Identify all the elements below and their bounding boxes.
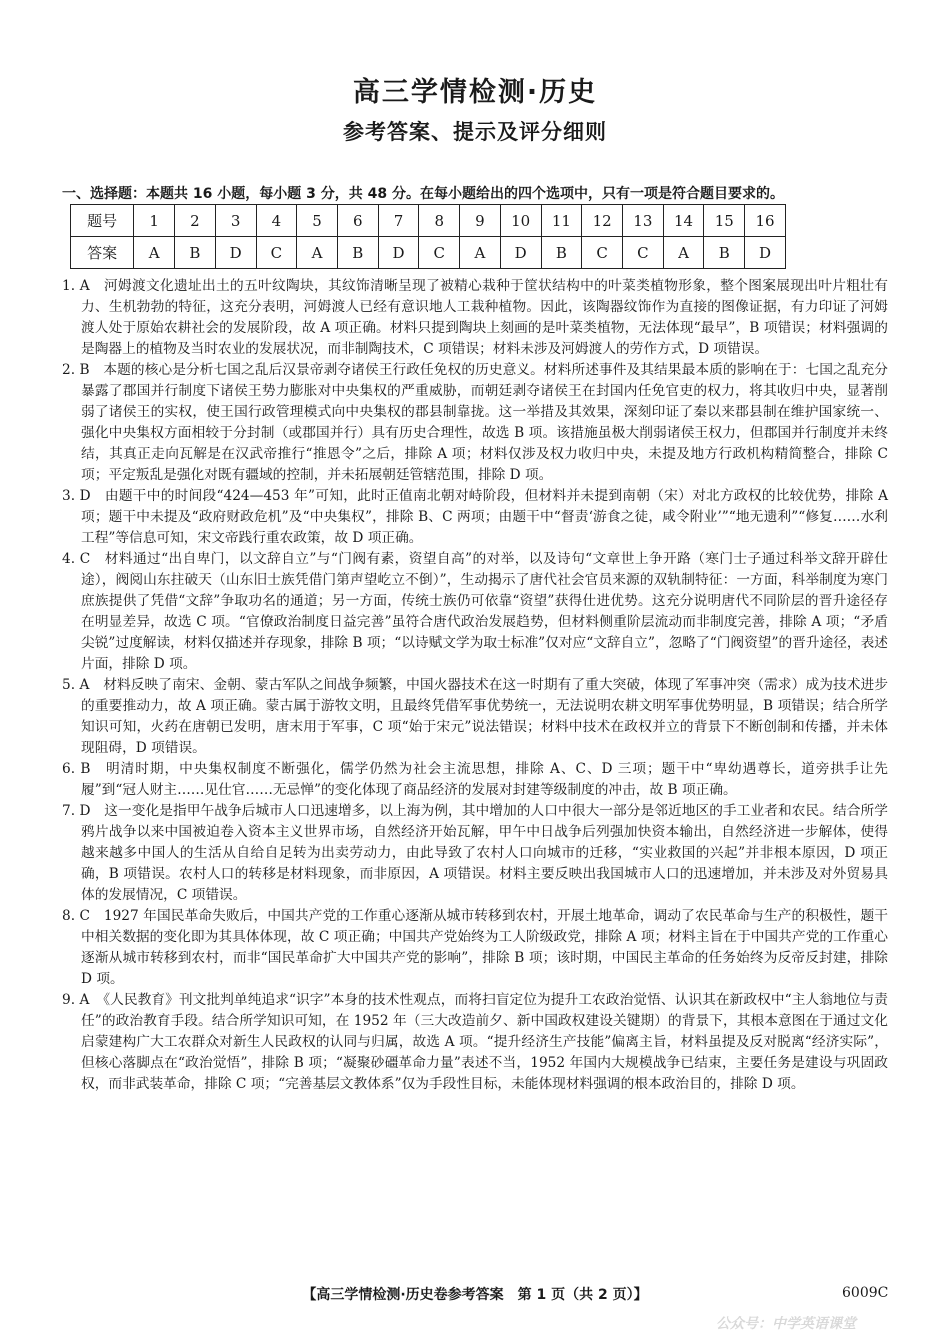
explanation-3: 3. D 由题干中的时间段“424—453 年”可知，此时正值南北朝对峙阶段，但材料并未提到南朝（宋）对北方政权的比较优势，排除 A 项；题干中未提及“政府财政危机”及“中央集权”，排除 B、C 两项；由题干中“督责‘游食之徒，咸令附业’”“地无遗利”“修复……水利工程”等信息可知，宋文帝践行重农政策，故 D 项正确。 (62, 488, 888, 546)
page-title: 高三学情检测·历史 (352, 77, 598, 108)
answer-cell: B (704, 237, 745, 269)
row-header-number: 题号 (71, 205, 134, 237)
question-number: 12 (582, 205, 623, 237)
question-number: 16 (745, 205, 786, 237)
page-subtitle: 参考答案、提示及评分细则 (343, 120, 607, 144)
answer-cell: C (419, 237, 460, 269)
question-number: 13 (622, 205, 663, 237)
question-number: 11 (541, 205, 582, 237)
explanation-9: 9. A 《人民教育》刊文批判单纯追求“识字”本身的技术性观点，而将扫盲定位为提升工农政治觉悟、认识其在新政权中“主人翁地位与责任”的政治教育手段。结合所学知识可知，在 1952 年（三大改造前夕、新中国政权建设关键期）的背景下，其根本意图在于通过文化启蒙建构广大工农群众对新生人民政权的认同与归属，故选 A 项。“提升经济生产技能”偏离主旨，材料虽提及反对脱离“经济实际”，但核心落脚点在“政治觉悟”，排除 B 项；“凝聚砂礓革命力量”表述不当，1952 年国内大规模战争已结束，主要任务是建设与巩固政权，而非武装革命，排除 C 项；“完善基层文教体系”仅为手段性目标，未能体现材料强调的根本政治目的，排除 D 项。 (62, 992, 888, 1092)
answer-table (70, 204, 786, 269)
section-heading: 一、选择题：本题共 16 小题，每小题 3 分，共 48 分。在每小题给出的四个选项中，只有一项是符合题目要求的。 (62, 186, 784, 202)
answer-cell: C (256, 237, 297, 269)
answer-cell: A (460, 237, 501, 269)
explanation-1: 1. A 河姆渡文化遗址出土的五叶纹陶块，其纹饰清晰呈现了被精心栽种于筐状结构中的叶菜类植物形象，整个图案展现出叶片粗壮有力、生机勃勃的特征，这充分表明，河姆渡人已经有意识地人工栽种植物。因此，该陶器纹饰作为直接的图像证据，有力印证了河姆渡人处于原始农耕社会的发展阶段，故 A 项正确。材料只提到陶块上刻画的是叶菜类植物，无法体现“最早”，B 项错误；材料强调的是陶器上的植物及当时农业的发展状况，而非制陶技术，C 项错误；材料未涉及河姆渡人的劳作方式，D 项错误。 (62, 278, 888, 357)
explanation-2: 2. B 本题的核心是分析七国之乱后汉景帝剥夺诸侯王行政任免权的历史意义。材料所述事件及其结果最本质的影响在于：七国之乱充分暴露了郡国并行制度下诸侯王势力膨胀对中央集权的严重威胁，而朝廷剥夺诸侯王在封国内任免官吏的权力，将其收归中央，显著削弱了诸侯王的实权，使王国行政管理模式向中央集权的郡县制靠拢。这一举措及其效果，深刻印证了秦以来郡县制在维护国家统一、强化中央集权方面相较于分封制（或郡国并行）具有历史合理性，故选 B 项。该措施虽极大削弱诸侯王权力，但郡国并行制度并未终结，其真正走向瓦解是在汉武帝推行“推恩令”之后，排除 A 项；材料仅涉及权力收归中央，未提及地方行政机构精简整合，排除 C 项；平定叛乱是强化对既有疆域的控制，并未拓展朝廷管辖范围，排除 D 项。 (62, 362, 888, 483)
question-number: 6 (337, 205, 378, 237)
question-number: 7 (378, 205, 419, 237)
answer-table-answer-row (71, 237, 786, 269)
explanation-8: 8. C 1927 年国民革命失败后，中国共产党的工作重心逐渐从城市转移到农村，开展土地革命，调动了农民革命与生产的积极性，题干中相关数据的变化即为其具体体现，故 C 项正确；中国共产党始终为工人阶级政党，排除 A 项；材料主旨在于中国共产党的工作重心逐渐从城市转移到农村，而非“国民革命扩大中国共产党的影响”，排除 B 项；该时期，中国民主革命的任务始终为反帝反封建，排除 D 项。 (62, 908, 888, 987)
paper-code: 6009C (842, 1285, 889, 1301)
answer-cell: A (134, 237, 175, 269)
question-number: 8 (419, 205, 460, 237)
watermark: 公众号：中学英语课堂 (716, 1316, 856, 1332)
question-number: 2 (175, 205, 216, 237)
question-number: 4 (256, 205, 297, 237)
row-header-answer: 答案 (71, 237, 134, 269)
explanation-6: 6. B 明清时期，中央集权制度不断强化，儒学仍然为社会主流思想，排除 A、C、D 三项；题干中“卑幼遇尊长，道旁拱手让先履”到“冠人财主……见仕官……无忌惮”的变化体现了商品经济的发展对封建等级制度的冲击，故 B 项正确。 (62, 761, 888, 798)
answer-cell: D (745, 237, 786, 269)
answer-cell: C (622, 237, 663, 269)
question-number: 10 (500, 205, 541, 237)
explanation-7: 7. D 这一变化是指甲午战争后城市人口迅速增多，以上海为例，其中增加的人口中很大一部分是邻近地区的手工业者和农民。结合所学鸦片战争以来中国被迫卷入资本主义世界市场，自然经济开始瓦解，甲午中日战争后列强加快资本输出，自然经济进一步解体，使得越来越多中国人的生活从自给自足转为出卖劳动力，由此导致了农村人口向城市的迁移，“实业救国的兴起”并非根本原因，D 项正确，B 项错误。农村人口的转移是材料现象，而非原因，A 项错误。材料主要反映出我国城市人口的迅速增加，并未涉及对外贸易具体的发展情况，C 项错误。 (62, 803, 888, 903)
explanations (62, 276, 888, 1095)
question-number: 15 (704, 205, 745, 237)
question-number: 9 (460, 205, 501, 237)
question-number: 14 (663, 205, 704, 237)
page-footer: 【高三学情检测·历史卷参考答案 第 1 页（共 2 页）】 (302, 1287, 648, 1303)
answer-cell: D (500, 237, 541, 269)
question-number: 3 (215, 205, 256, 237)
answer-cell: B (175, 237, 216, 269)
answer-cell: D (215, 237, 256, 269)
answer-table-number-row (71, 205, 786, 237)
answer-cell: B (337, 237, 378, 269)
explanation-5: 5. A 材料反映了南宋、金朝、蒙古军队之间战争频繁，中国火器技术在这一时期有了重大突破，体现了军事冲突（需求）成为技术进步的重要推动力，故 A 项正确。蒙古属于游牧文明，且最终凭借军事优势统一，无法说明农耕文明军事优势明显，B 项错误；结合所学知识可知，火药在唐朝已发明，唐末用于军事，C 项“始于宋元”说法错误；材料中技术在政权并立的背景下不断创制和传播，并未体现阻碍，D 项错误。 (62, 677, 888, 756)
question-number: 5 (297, 205, 338, 237)
question-number: 1 (134, 205, 175, 237)
answer-cell: D (378, 237, 419, 269)
answer-cell: A (663, 237, 704, 269)
explanation-4: 4. C 材料通过“出自卑门，以文辞自立”与“门阀有素，资望自高”的对举，以及诗句“文章世上争开路（寒门士子通过科举文辞开辟仕途），阀阅山东拄破天（山东旧士族凭借门第声望屹立不倒）”，生动揭示了唐代社会官员来源的双轨制特征：一方面，科举制度为寒门庶族提供了凭借“文辞”争取功名的通道；另一方面，传统士族仍可依靠“资望”获得仕进优势。这充分说明唐代不同阶层的晋升途径存在明显差异，故选 C 项。“官僚政治制度日益完善”虽符合唐代政治发展趋势，但材料侧重阶层流动而非制度完善，排除 A 项；“矛盾尖锐”过度解读，材料仅描述并存现象，排除 B 项；“以诗赋文学为取士标准”仅对应“文辞自立”，忽略了“门阀资望”的晋升途径，表述片面，排除 D 项。 (62, 551, 888, 672)
answer-cell: A (297, 237, 338, 269)
answer-cell: B (541, 237, 582, 269)
answer-cell: C (582, 237, 623, 269)
